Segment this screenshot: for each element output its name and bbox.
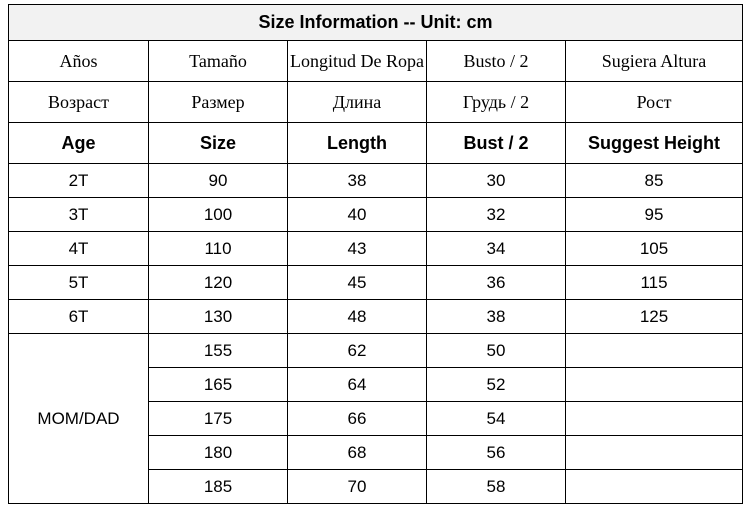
bust-cell: 30	[427, 164, 566, 198]
table-row	[9, 232, 743, 266]
header-size-ru: Размер	[149, 82, 288, 123]
height-cell: 115	[566, 266, 743, 300]
length-cell: 45	[288, 266, 427, 300]
header-size-en: Size	[149, 123, 288, 164]
bust-cell: 50	[427, 334, 566, 368]
age-cell: 6T	[9, 300, 149, 334]
height-cell	[566, 470, 743, 504]
bust-cell: 58	[427, 470, 566, 504]
length-cell: 38	[288, 164, 427, 198]
height-cell: 105	[566, 232, 743, 266]
table-row	[9, 334, 743, 368]
size-cell: 165	[149, 368, 288, 402]
bust-cell: 54	[427, 402, 566, 436]
header-length-ru: Длина	[288, 82, 427, 123]
length-cell: 48	[288, 300, 427, 334]
height-cell	[566, 436, 743, 470]
bust-cell: 38	[427, 300, 566, 334]
header-size-es: Tamaño	[149, 41, 288, 82]
table-row	[9, 266, 743, 300]
size-cell: 180	[149, 436, 288, 470]
bust-cell: 32	[427, 198, 566, 232]
length-cell: 62	[288, 334, 427, 368]
length-cell: 68	[288, 436, 427, 470]
length-cell: 40	[288, 198, 427, 232]
bust-cell: 34	[427, 232, 566, 266]
height-cell: 125	[566, 300, 743, 334]
russian-header-row	[9, 82, 743, 123]
bust-cell: 52	[427, 368, 566, 402]
size-cell: 90	[149, 164, 288, 198]
length-cell: 43	[288, 232, 427, 266]
height-cell	[566, 368, 743, 402]
bust-cell: 36	[427, 266, 566, 300]
height-cell: 95	[566, 198, 743, 232]
header-age-ru: Возраст	[9, 82, 149, 123]
header-length-es: Longitud De Ropa	[288, 41, 427, 82]
size-cell: 155	[149, 334, 288, 368]
age-cell: 2T	[9, 164, 149, 198]
size-cell: 130	[149, 300, 288, 334]
table-title: Size Information -- Unit: cm	[9, 5, 743, 41]
english-header-row	[9, 123, 743, 164]
header-height-ru: Рост	[566, 82, 743, 123]
title-row	[9, 5, 743, 41]
size-cell: 100	[149, 198, 288, 232]
age-cell: 4T	[9, 232, 149, 266]
size-information-table	[8, 4, 743, 504]
size-cell: 185	[149, 470, 288, 504]
age-cell: 3T	[9, 198, 149, 232]
length-cell: 64	[288, 368, 427, 402]
header-age-en: Age	[9, 123, 149, 164]
header-height-es: Sugiera Altura	[566, 41, 743, 82]
length-cell: 70	[288, 470, 427, 504]
bust-cell: 56	[427, 436, 566, 470]
header-age-es: Años	[9, 41, 149, 82]
age-cell: 5T	[9, 266, 149, 300]
header-bust-en: Bust / 2	[427, 123, 566, 164]
size-cell: 110	[149, 232, 288, 266]
size-cell: 120	[149, 266, 288, 300]
mom-dad-group-label: MOM/DAD	[9, 334, 149, 504]
header-bust-es: Busto / 2	[427, 41, 566, 82]
header-bust-ru: Грудь / 2	[427, 82, 566, 123]
height-cell: 85	[566, 164, 743, 198]
height-cell	[566, 334, 743, 368]
spanish-header-row	[9, 41, 743, 82]
height-cell	[566, 402, 743, 436]
header-height-en: Suggest Height	[566, 123, 743, 164]
table-row	[9, 164, 743, 198]
header-length-en: Length	[288, 123, 427, 164]
length-cell: 66	[288, 402, 427, 436]
table-row	[9, 300, 743, 334]
size-cell: 175	[149, 402, 288, 436]
table-row	[9, 198, 743, 232]
